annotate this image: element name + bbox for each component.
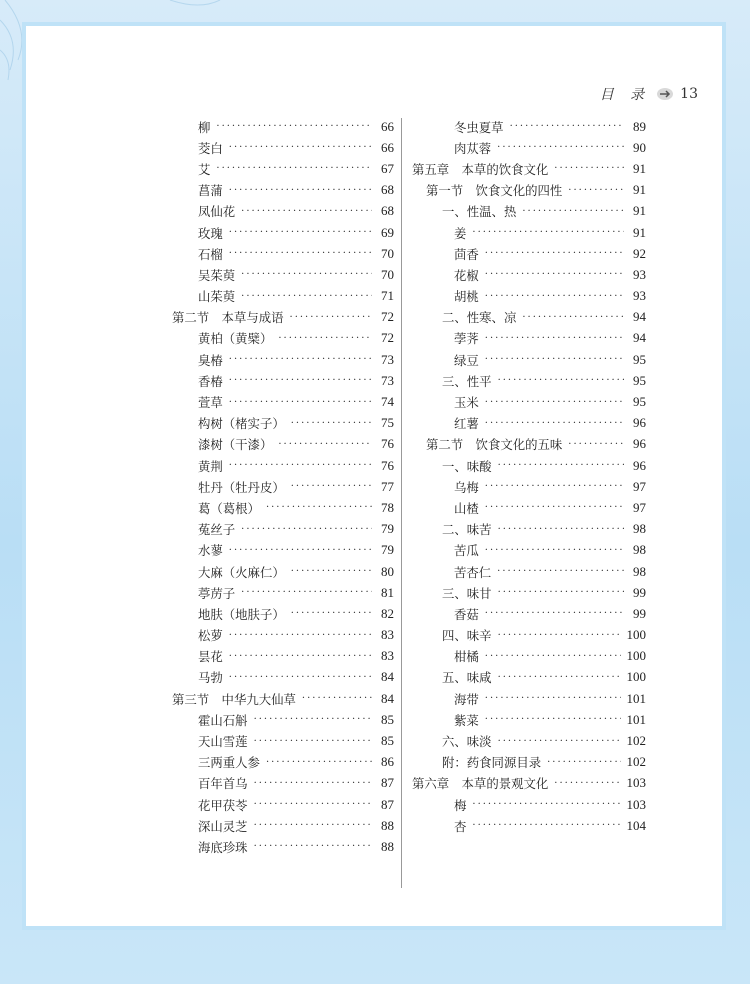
toc-entry-label: 苦瓜 xyxy=(454,543,479,559)
toc-entry-page: 74 xyxy=(381,394,394,410)
toc-entry-page: 84 xyxy=(381,669,394,685)
toc-entry-label: 二、性寒、凉 xyxy=(442,310,517,326)
toc-entry-page: 76 xyxy=(381,457,394,473)
dot-leader xyxy=(547,757,620,768)
dot-leader xyxy=(229,545,372,556)
toc-entry[interactable] xyxy=(172,625,394,646)
toc-entry-page: 81 xyxy=(381,584,394,600)
dot-leader xyxy=(291,566,372,577)
toc-entry-page: 92 xyxy=(633,245,646,261)
toc-entry-page: 79 xyxy=(381,542,394,558)
toc-entry-label: 萱草 xyxy=(198,395,223,411)
toc-entry[interactable] xyxy=(412,370,646,391)
toc-entry-label: 第三节 中华九大仙草 xyxy=(172,691,296,707)
toc-entry[interactable] xyxy=(412,794,646,815)
toc-entry[interactable] xyxy=(172,137,394,158)
toc-entry[interactable] xyxy=(172,391,394,412)
toc-entry-page: 103 xyxy=(626,796,646,812)
toc-entry[interactable] xyxy=(172,328,394,349)
toc-entry[interactable] xyxy=(412,476,646,497)
toc-entry-page: 102 xyxy=(626,733,646,749)
toc-entry-page: 86 xyxy=(381,754,394,770)
toc-entry[interactable] xyxy=(412,519,646,540)
dot-leader xyxy=(290,312,372,323)
toc-entry-page: 70 xyxy=(381,245,394,261)
toc-entry[interactable] xyxy=(412,243,646,264)
toc-entry[interactable] xyxy=(412,116,646,137)
dot-leader xyxy=(485,333,624,344)
toc-entry-page: 94 xyxy=(633,309,646,325)
toc-entry-page: 90 xyxy=(633,139,646,155)
dot-leader xyxy=(485,651,621,662)
dot-leader xyxy=(254,714,372,725)
toc-entry-label: 柳 xyxy=(198,119,211,135)
toc-entry-label: 天山雪莲 xyxy=(198,734,248,750)
dot-leader xyxy=(485,608,624,619)
toc-entry-label: 山茱萸 xyxy=(198,289,236,305)
dot-leader xyxy=(229,651,372,662)
toc-entry[interactable] xyxy=(172,582,394,603)
toc-entry-page: 66 xyxy=(381,118,394,134)
toc-entry[interactable] xyxy=(172,243,394,264)
toc-entry-page: 98 xyxy=(633,521,646,537)
toc-entry-label: 玉米 xyxy=(454,395,479,411)
dot-leader xyxy=(568,439,624,450)
toc-entry-label: 菖蒲 xyxy=(198,183,223,199)
dot-leader xyxy=(241,524,372,535)
toc-entry-label: 第二节 本草与成语 xyxy=(172,310,284,326)
toc-entry-label: 红薯 xyxy=(454,416,479,432)
toc-entry[interactable] xyxy=(412,709,646,730)
dot-leader xyxy=(485,418,624,429)
toc-entry-label: 一、味酸 xyxy=(442,458,492,474)
toc-entry-page: 89 xyxy=(633,118,646,134)
toc-entry-label: 四、味辛 xyxy=(442,628,492,644)
toc-entry-label: 山楂 xyxy=(454,500,479,516)
toc-entry[interactable] xyxy=(412,540,646,561)
dot-leader xyxy=(229,375,372,386)
toc-entry-page: 77 xyxy=(381,478,394,494)
toc-entry-label: 胡桃 xyxy=(454,289,479,305)
toc-entry-page: 87 xyxy=(381,796,394,812)
toc-entry-label: 黄荆 xyxy=(198,458,223,474)
toc-entry-label: 大麻（火麻仁） xyxy=(198,564,285,580)
toc-chapter-entry[interactable] xyxy=(412,773,646,794)
dot-leader xyxy=(229,248,372,259)
dot-leader xyxy=(291,481,372,492)
dot-leader xyxy=(291,418,372,429)
toc-entry-label: 柑橘 xyxy=(454,649,479,665)
toc-entry-page: 73 xyxy=(381,372,394,388)
toc-entry-page: 101 xyxy=(626,690,646,706)
toc-entry-page: 87 xyxy=(381,775,394,791)
dot-leader xyxy=(216,121,372,132)
dot-leader xyxy=(266,757,372,768)
toc-entry-label: 玫瑰 xyxy=(198,225,223,241)
toc-entry[interactable] xyxy=(172,180,394,201)
toc-entry-label: 百年首乌 xyxy=(198,776,248,792)
dot-leader xyxy=(241,587,372,598)
arrow-right-icon xyxy=(656,87,674,101)
toc-entry-page: 66 xyxy=(381,139,394,155)
dot-leader xyxy=(278,333,372,344)
toc-entry[interactable] xyxy=(412,667,646,688)
toc-entry-page: 100 xyxy=(626,648,646,664)
dot-leader xyxy=(485,545,624,556)
dot-leader xyxy=(229,672,372,683)
toc-entry[interactable] xyxy=(172,455,394,476)
toc-entry-label: 葶苈子 xyxy=(198,585,236,601)
toc-entry-label: 第一节 饮食文化的四性 xyxy=(426,183,563,199)
toc-entry[interactable] xyxy=(172,201,394,222)
toc-entry-page: 100 xyxy=(626,669,646,685)
toc-entry-label: 深山灵芝 xyxy=(198,818,248,834)
dot-leader xyxy=(254,799,372,810)
dot-leader xyxy=(241,291,372,302)
toc-entry[interactable] xyxy=(172,370,394,391)
toc-entry-label: 牡丹（牡丹皮） xyxy=(198,479,285,495)
dot-leader xyxy=(229,227,372,238)
toc-entry[interactable] xyxy=(412,264,646,285)
toc-entry-page: 91 xyxy=(633,182,646,198)
toc-entry-label: 石榴 xyxy=(198,246,223,262)
toc-entry-page: 69 xyxy=(381,224,394,240)
dot-leader xyxy=(472,227,624,238)
toc-entry-label: 绿豆 xyxy=(454,352,479,368)
dot-leader xyxy=(229,630,372,641)
dot-leader xyxy=(554,778,620,789)
toc-entry-label: 肉苁蓉 xyxy=(454,140,492,156)
dot-leader xyxy=(522,312,624,323)
toc-entry-label: 二、味苦 xyxy=(442,522,492,538)
toc-chapter-entry[interactable] xyxy=(412,158,646,179)
toc-entry-label: 花椒 xyxy=(454,267,479,283)
dot-leader xyxy=(291,608,372,619)
toc-entry-page: 93 xyxy=(633,288,646,304)
toc-entry[interactable] xyxy=(172,286,394,307)
toc-entry-page: 78 xyxy=(381,499,394,515)
toc-entry-page: 97 xyxy=(633,499,646,515)
dot-leader xyxy=(302,693,372,704)
dot-leader xyxy=(266,502,372,513)
toc-entry[interactable] xyxy=(172,413,394,434)
toc-entry-label: 第五章 本草的饮食文化 xyxy=(412,161,549,177)
toc-entry[interactable] xyxy=(412,413,646,434)
toc-entry[interactable] xyxy=(412,455,646,476)
toc-entry[interactable] xyxy=(412,137,646,158)
toc-entry-label: 马勃 xyxy=(198,670,223,686)
dot-leader xyxy=(498,672,621,683)
toc-entry-label: 苦杏仁 xyxy=(454,564,492,580)
toc-entry[interactable] xyxy=(172,603,394,624)
toc-entry-label: 海底珍珠 xyxy=(198,839,248,855)
toc-entry[interactable] xyxy=(172,476,394,497)
dot-leader xyxy=(498,736,621,747)
dot-leader xyxy=(229,354,372,365)
toc-entry-page: 82 xyxy=(381,605,394,621)
toc-entry[interactable] xyxy=(172,222,394,243)
toc-entry-label: 茭白 xyxy=(198,140,223,156)
toc-entry-label: 紫菜 xyxy=(454,712,479,728)
toc-entry-page: 75 xyxy=(381,415,394,431)
toc-entry-label: 茴香 xyxy=(454,246,479,262)
dot-leader xyxy=(216,163,372,174)
toc-entry-page: 95 xyxy=(633,372,646,388)
toc-entry-label: 五、味咸 xyxy=(442,670,492,686)
toc-section-entry[interactable] xyxy=(172,307,394,328)
toc-entry-label: 吴茱萸 xyxy=(198,267,236,283)
toc-entry[interactable] xyxy=(172,158,394,179)
dot-leader xyxy=(485,693,621,704)
toc-entry-page: 104 xyxy=(626,817,646,833)
toc-entry-label: 昙花 xyxy=(198,649,223,665)
toc-entry-label: 香椿 xyxy=(198,373,223,389)
dot-leader xyxy=(498,587,624,598)
toc-entry-label: 漆树（干漆） xyxy=(198,437,273,453)
toc-entry-page: 85 xyxy=(381,711,394,727)
toc-entry[interactable] xyxy=(172,773,394,794)
toc-entry-page: 98 xyxy=(633,542,646,558)
toc-entry-page: 84 xyxy=(381,690,394,706)
toc-entry-page: 99 xyxy=(633,584,646,600)
toc-entry-page: 91 xyxy=(633,160,646,176)
toc-entry-page: 72 xyxy=(381,330,394,346)
dot-leader xyxy=(485,481,624,492)
dot-leader xyxy=(498,630,621,641)
toc-entry-page: 79 xyxy=(381,521,394,537)
dot-leader xyxy=(254,778,372,789)
toc-entry-page: 96 xyxy=(633,415,646,431)
toc-entry[interactable] xyxy=(172,561,394,582)
toc-entry-label: 姜 xyxy=(454,225,467,241)
dot-leader xyxy=(485,291,624,302)
toc-entry-page: 95 xyxy=(633,394,646,410)
dot-leader xyxy=(241,269,372,280)
toc-entry-label: 松萝 xyxy=(198,628,223,644)
toc-entry-label: 水蓼 xyxy=(198,543,223,559)
toc-entry-label: 凤仙花 xyxy=(198,204,236,220)
toc-entry-label: 杏 xyxy=(454,818,467,834)
toc-entry-label: 臭椿 xyxy=(198,352,223,368)
toc-entry[interactable] xyxy=(172,497,394,518)
toc-entry[interactable] xyxy=(172,646,394,667)
dot-leader xyxy=(522,206,624,217)
toc-entry-label: 荸荠 xyxy=(454,331,479,347)
toc-entry-page: 70 xyxy=(381,266,394,282)
toc-entry-label: 一、性温、热 xyxy=(442,204,517,220)
toc-entry[interactable] xyxy=(412,646,646,667)
dot-leader xyxy=(472,820,620,831)
toc-entry-page: 93 xyxy=(633,266,646,282)
toc-entry-page: 98 xyxy=(633,563,646,579)
dot-leader xyxy=(554,163,624,174)
column-divider xyxy=(401,118,402,888)
toc-entry-label: 地肤（地肤子） xyxy=(198,606,285,622)
toc-entry-label: 海带 xyxy=(454,691,479,707)
toc-entry-page: 103 xyxy=(626,775,646,791)
toc-entry-page: 101 xyxy=(626,711,646,727)
toc-entry[interactable] xyxy=(412,307,646,328)
toc-entry-page: 88 xyxy=(381,817,394,833)
toc-entry-page: 83 xyxy=(381,648,394,664)
toc-entry-label: 香菇 xyxy=(454,606,479,622)
dot-leader xyxy=(568,185,624,196)
toc-entry[interactable] xyxy=(412,349,646,370)
toc-entry-label: 花甲茯苓 xyxy=(198,797,248,813)
toc-entry[interactable] xyxy=(412,222,646,243)
toc-entry[interactable] xyxy=(172,836,394,857)
toc-entry-page: 102 xyxy=(626,754,646,770)
toc-entry-label: 附：药食同源目录 xyxy=(442,755,542,771)
toc-entry[interactable] xyxy=(412,688,646,709)
dot-leader xyxy=(485,354,624,365)
dot-leader xyxy=(498,524,624,535)
toc-entry[interactable] xyxy=(172,709,394,730)
dot-leader xyxy=(254,841,372,852)
running-header xyxy=(600,84,698,104)
toc-entry-label: 黄柏（黄檗） xyxy=(198,331,273,347)
toc-entry[interactable] xyxy=(172,434,394,455)
toc-entry[interactable] xyxy=(412,286,646,307)
toc-entry[interactable] xyxy=(172,794,394,815)
toc-page xyxy=(26,26,722,926)
toc-entry-label: 三、性平 xyxy=(442,373,492,389)
dot-leader xyxy=(254,820,372,831)
dot-leader xyxy=(472,799,620,810)
toc-entry-page: 100 xyxy=(626,627,646,643)
toc-entry[interactable] xyxy=(172,349,394,370)
toc-entry[interactable] xyxy=(172,264,394,285)
dot-leader xyxy=(485,248,624,259)
header-page-number: 13 xyxy=(680,86,698,102)
dot-leader xyxy=(497,142,624,153)
toc-entry-page: 67 xyxy=(381,160,394,176)
toc-entry[interactable] xyxy=(172,730,394,751)
toc-left-column xyxy=(172,116,394,858)
toc-entry-page: 97 xyxy=(633,478,646,494)
toc-entry-label: 构树（楮实子） xyxy=(198,416,285,432)
dot-leader xyxy=(229,185,372,196)
toc-entry[interactable] xyxy=(172,519,394,540)
dot-leader xyxy=(498,460,624,471)
dot-leader xyxy=(241,206,372,217)
toc-entry-label: 菟丝子 xyxy=(198,522,236,538)
toc-entry-label: 梅 xyxy=(454,797,467,813)
toc-entry[interactable] xyxy=(172,540,394,561)
dot-leader xyxy=(485,502,624,513)
toc-entry-label: 冬虫夏草 xyxy=(454,119,504,135)
toc-entry-label: 三、味甘 xyxy=(442,585,492,601)
dot-leader xyxy=(485,714,621,725)
toc-entry[interactable] xyxy=(412,730,646,751)
toc-entry-label: 第二节 饮食文化的五味 xyxy=(426,437,563,453)
toc-entry-page: 91 xyxy=(633,224,646,240)
toc-entry-page: 91 xyxy=(633,203,646,219)
dot-leader xyxy=(497,566,624,577)
toc-entry-page: 96 xyxy=(633,436,646,452)
toc-entry-page: 68 xyxy=(381,182,394,198)
toc-entry-page: 71 xyxy=(381,288,394,304)
toc-entry[interactable] xyxy=(172,667,394,688)
toc-entry[interactable] xyxy=(412,625,646,646)
toc-entry[interactable] xyxy=(172,815,394,836)
toc-entry-page: 73 xyxy=(381,351,394,367)
toc-entry-page: 94 xyxy=(633,330,646,346)
dot-leader xyxy=(485,269,624,280)
toc-entry-page: 99 xyxy=(633,605,646,621)
toc-entry[interactable] xyxy=(412,328,646,349)
dot-leader xyxy=(498,375,624,386)
toc-entry-page: 76 xyxy=(381,436,394,452)
toc-entry-label: 霍山石斛 xyxy=(198,712,248,728)
dot-leader xyxy=(510,121,624,132)
toc-section-entry[interactable] xyxy=(172,688,394,709)
toc-entry-label: 乌梅 xyxy=(454,479,479,495)
toc-entry[interactable] xyxy=(172,752,394,773)
toc-entry[interactable] xyxy=(412,603,646,624)
dot-leader xyxy=(229,142,372,153)
toc-entry-page: 85 xyxy=(381,733,394,749)
dot-leader xyxy=(229,397,372,408)
toc-entry-label: 第六章 本草的景观文化 xyxy=(412,776,549,792)
toc-entry[interactable] xyxy=(412,815,646,836)
toc-section-entry[interactable] xyxy=(412,434,646,455)
toc-entry[interactable] xyxy=(412,752,646,773)
toc-entry-page: 96 xyxy=(633,457,646,473)
toc-entry[interactable] xyxy=(412,561,646,582)
toc-entry-page: 68 xyxy=(381,203,394,219)
toc-entry[interactable] xyxy=(412,497,646,518)
toc-entry[interactable] xyxy=(412,391,646,412)
toc-entry-label: 三两重人参 xyxy=(198,755,260,771)
toc-entry[interactable] xyxy=(412,582,646,603)
dot-leader xyxy=(254,736,372,747)
toc-section-entry[interactable] xyxy=(412,180,646,201)
toc-entry-page: 83 xyxy=(381,627,394,643)
toc-entry-page: 72 xyxy=(381,309,394,325)
toc-entry-page: 88 xyxy=(381,838,394,854)
toc-right-column xyxy=(412,116,646,836)
dot-leader xyxy=(278,439,372,450)
toc-entry[interactable] xyxy=(172,116,394,137)
toc-entry-page: 95 xyxy=(633,351,646,367)
header-title: 目 录 xyxy=(599,87,651,103)
toc-entry-label: 六、味淡 xyxy=(442,734,492,750)
toc-entry-page: 80 xyxy=(381,563,394,579)
toc-entry-label: 艾 xyxy=(198,161,211,177)
dot-leader xyxy=(485,397,624,408)
toc-entry[interactable] xyxy=(412,201,646,222)
toc-entry-label: 葛（葛根） xyxy=(198,500,260,516)
dot-leader xyxy=(229,460,372,471)
